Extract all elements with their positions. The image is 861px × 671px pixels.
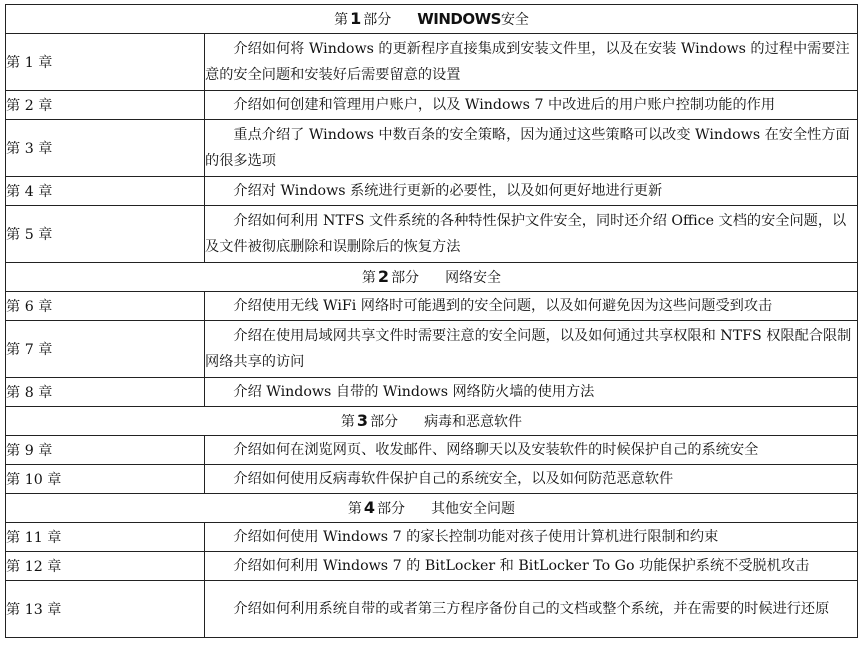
chapter-row	[6, 378, 858, 407]
part-number: 1	[350, 9, 362, 28]
part-heading-row	[6, 494, 858, 523]
chapter-row	[6, 552, 858, 581]
chapter-description: 介绍如何使用反病毒软件保护自己的系统安全，以及如何防范恶意软件	[205, 465, 858, 494]
chapter-label: 第 11 章	[6, 523, 205, 552]
chapter-label: 第 13 章	[6, 581, 205, 638]
part-heading-row	[6, 263, 858, 292]
chapter-description: 介绍如何利用 Windows 7 的 BitLocker 和 BitLocker To Go 功能保护系统不受脱机攻击	[205, 552, 858, 581]
part-suffix: 部分	[377, 501, 406, 517]
part-heading	[6, 407, 858, 436]
chapter-description: 介绍如何利用 NTFS 文件系统的各种特性保护文件安全，同时还介绍 Office 文档的安全问题，以及文件被彻底删除和误删除后的恢复方法	[205, 206, 858, 263]
chapter-label: 第 3 章	[6, 120, 205, 177]
chapter-row	[6, 91, 858, 120]
part-title: 病毒和恶意软件	[424, 414, 523, 430]
chapter-label: 第 12 章	[6, 552, 205, 581]
chapter-description: 介绍对 Windows 系统进行更新的必要性，以及如何更好地进行更新	[205, 177, 858, 206]
chapter-row	[6, 581, 858, 638]
part-prefix: 第	[347, 501, 362, 517]
part-heading	[6, 263, 858, 292]
part-heading	[6, 494, 858, 523]
part-title: 安全	[500, 12, 529, 28]
chapter-description: 介绍如何在浏览网页、收发邮件、网络聊天以及安装软件的时候保护自己的系统安全	[205, 436, 858, 465]
chapter-row	[6, 523, 858, 552]
chapter-overview-table	[5, 4, 858, 638]
part-prefix: 第	[334, 12, 349, 28]
part-number: 4	[363, 498, 376, 517]
part-heading-row	[6, 5, 858, 34]
chapter-label: 第 8 章	[6, 378, 205, 407]
chapter-row	[6, 321, 858, 378]
chapter-description: 介绍在使用局域网共享文件时需要注意的安全问题，以及如何通过共享权限和 NTFS 权限配合限制网络共享的访问	[205, 321, 858, 378]
part-suffix: 部分	[363, 12, 392, 28]
part-suffix: 部分	[370, 414, 399, 430]
chapter-row	[6, 206, 858, 263]
chapter-row	[6, 292, 858, 321]
part-prefix: 第	[361, 270, 376, 286]
chapter-label: 第 9 章	[6, 436, 205, 465]
part-number: 3	[356, 411, 369, 430]
chapter-label: 第 6 章	[6, 292, 205, 321]
chapter-description: 介绍使用无线 WiFi 网络时可能遇到的安全问题，以及如何避免因为这些问题受到攻击	[205, 292, 858, 321]
chapter-description: 介绍 Windows 自带的 Windows 网络防火墙的使用方法	[205, 378, 858, 407]
chapter-row	[6, 436, 858, 465]
part-heading-row	[6, 407, 858, 436]
part-title: 网络安全	[445, 270, 502, 286]
part-suffix: 部分	[391, 270, 420, 286]
chapter-label: 第 1 章	[6, 34, 205, 91]
chapter-row	[6, 465, 858, 494]
chapter-label: 第 4 章	[6, 177, 205, 206]
chapter-description: 重点介绍了 Windows 中数百条的安全策略，因为通过这些策略可以改变 Windows 在安全性方面的很多选项	[205, 120, 858, 177]
chapter-row	[6, 34, 858, 91]
chapter-label: 第 2 章	[6, 91, 205, 120]
chapter-row	[6, 177, 858, 206]
part-heading	[6, 5, 858, 34]
chapter-description: 介绍如何将 Windows 的更新程序直接集成到安装文件里，以及在安装 Windows 的过程中需要注意的安全问题和安装好后需要留意的设置	[205, 34, 858, 91]
part-number: 2	[377, 267, 390, 286]
chapter-description: 介绍如何利用系统自带的或者第三方程序备份自己的文档或整个系统，并在需要的时候进行还原	[205, 581, 858, 638]
chapter-description: 介绍如何创建和管理用户账户，以及 Windows 7 中改进后的用户账户控制功能的作用	[205, 91, 858, 120]
part-prefix: 第	[340, 414, 355, 430]
windows-logo: WINDOWS	[417, 10, 501, 28]
chapter-description: 介绍如何使用 Windows 7 的家长控制功能对孩子使用计算机进行限制和约束	[205, 523, 858, 552]
chapter-label: 第 7 章	[6, 321, 205, 378]
chapter-label: 第 5 章	[6, 206, 205, 263]
chapter-label: 第 10 章	[6, 465, 205, 494]
chapter-row	[6, 120, 858, 177]
part-title: 其他安全问题	[431, 501, 516, 517]
